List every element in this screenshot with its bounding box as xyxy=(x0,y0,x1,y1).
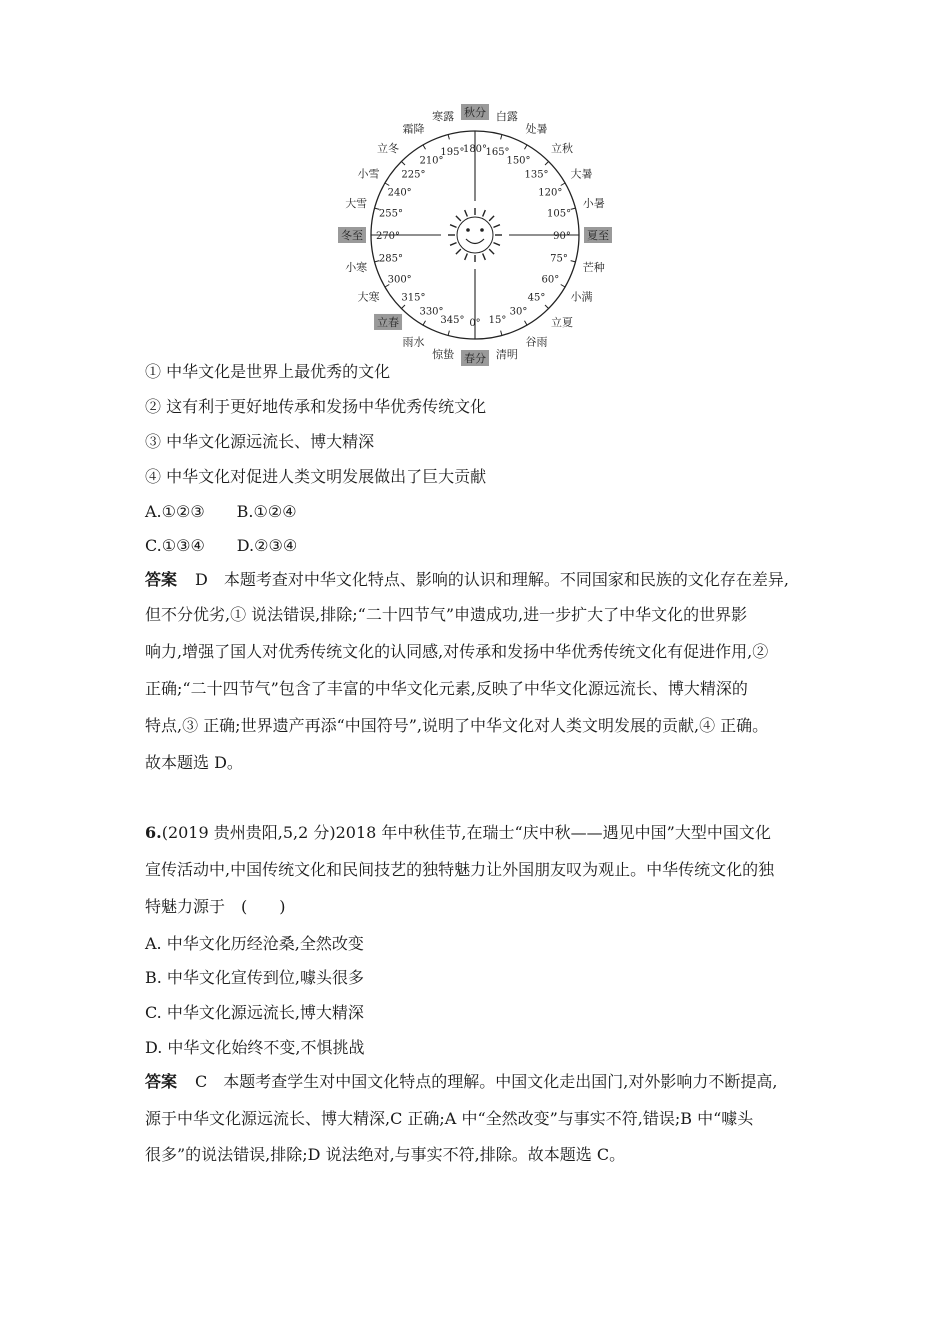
q5-answer-line-6: 故本题选 D。 xyxy=(145,753,243,772)
solar-term-label: 立秋 xyxy=(550,142,573,156)
degree-label: 210° xyxy=(419,155,444,167)
answer-label: 答案 xyxy=(145,570,178,589)
q6-option-b: B. 中华文化宣传到位,噱头很多 xyxy=(145,968,365,987)
sun-ray xyxy=(489,216,494,221)
q6-option-d: D. 中华文化始终不变,不惧挑战 xyxy=(145,1038,365,1057)
degree-label: 105° xyxy=(546,208,572,220)
solar-term-label: 芒种 xyxy=(582,260,605,274)
q5-answer-line-1: 答案 D 本题考查对中华文化特点、影响的认识和理解。不同国家和民族的文化存在差异, xyxy=(145,570,789,589)
q5-option-3: ③ 中华文化源远流长、博大精深 xyxy=(145,432,375,451)
tick-mark xyxy=(385,183,389,186)
solar-term-label: 惊蛰 xyxy=(432,347,455,361)
tick-mark xyxy=(501,135,502,140)
degree-label: 45° xyxy=(527,292,546,304)
degree-label: 15° xyxy=(488,315,507,327)
degree-label: 315° xyxy=(401,292,426,304)
sun-ray xyxy=(456,216,461,221)
q5-option-4: ④ 中华文化对促进人类文明发展做出了巨大贡献 xyxy=(145,467,487,486)
degree-label: 90° xyxy=(553,231,571,242)
solar-term-label: 秋分 xyxy=(464,106,486,119)
tick-mark xyxy=(501,331,502,336)
solar-term-label: 大暑 xyxy=(570,167,593,181)
tick-mark xyxy=(561,285,565,288)
tick-mark xyxy=(571,261,576,262)
q5-option-2: ② 这有利于更好地传承和发扬中华优秀传统文化 xyxy=(145,397,487,416)
sun-ray xyxy=(450,225,456,228)
tick-mark xyxy=(401,305,405,309)
sun-ray xyxy=(465,210,468,216)
tick-mark xyxy=(571,208,576,209)
degree-label: 330° xyxy=(419,306,444,318)
solar-term-label: 小暑 xyxy=(582,197,605,211)
solar-term-label: 冬至 xyxy=(341,229,363,242)
sun-ray xyxy=(493,243,499,246)
q6-option-a: A. 中华文化历经沧桑,全然改变 xyxy=(145,934,364,953)
solar-terms-diagram xyxy=(320,106,640,365)
q5-answer-line-3: 响力,增强了国人对优秀传统文化的认同感,对传承和发扬中华优秀传统文化有促进作用,② xyxy=(145,642,769,661)
q5-answer-line-5: 特点,③ 正确;世界遗产再添“中国符号”,说明了中华文化对人类文明发展的贡献,④ 正确。 xyxy=(145,716,769,735)
tick-mark xyxy=(401,161,405,165)
solar-term-label: 雨水 xyxy=(402,335,425,349)
q6-answer-line-1: 答案 C 本题考查学生对中国文化特点的理解。中国文化走出国门,对外影响力不断提高, xyxy=(145,1072,778,1091)
degree-label: 285° xyxy=(378,253,404,265)
degree-label: 195° xyxy=(440,146,465,158)
tick-mark xyxy=(545,305,549,309)
sun-ray xyxy=(489,249,494,254)
sun-ray xyxy=(456,249,461,254)
solar-term-label: 大雪 xyxy=(345,197,368,211)
q5-answer-line-4: 正确;“二十四节气”包含了丰富的中华文化元素,反映了中华文化源远流长、博大精深的 xyxy=(145,679,748,698)
degree-label: 120° xyxy=(538,187,563,199)
q5-choice-cd: C.①③④ D.②③④ xyxy=(145,536,298,555)
degree-label: 255° xyxy=(378,208,404,220)
tick-mark xyxy=(561,183,565,186)
degree-label: 240° xyxy=(387,187,412,199)
question-number: 6. xyxy=(145,823,162,842)
sun-ray xyxy=(493,225,499,228)
solar-term-label: 春分 xyxy=(464,352,486,365)
tick-mark xyxy=(545,161,549,165)
solar-term-label: 霜降 xyxy=(402,122,425,136)
degree-label: 345° xyxy=(440,315,465,327)
solar-term-label: 立春 xyxy=(377,315,400,329)
degree-label: 165° xyxy=(485,146,510,158)
q5-option-1: ① 中华文化是世界上最优秀的文化 xyxy=(145,362,391,381)
q6-option-c: C. 中华文化源远流长,博大精深 xyxy=(145,1003,364,1022)
degree-label: 270° xyxy=(375,231,401,242)
q5-answer-line-2: 但不分优劣,① 说法错误,排除;“二十四节气”申遗成功,进一步扩大了中华文化的世界影 xyxy=(145,605,748,624)
tick-mark xyxy=(423,321,426,325)
solar-term-label: 谷雨 xyxy=(525,335,548,349)
solar-term-label: 立夏 xyxy=(550,315,573,329)
degree-label: 0° xyxy=(469,318,481,329)
solar-term-label: 夏至 xyxy=(587,229,609,242)
degree-label: 30° xyxy=(509,306,528,318)
q6-answer-line-3: 很多”的说法错误,排除;D 说法绝对,与事实不符,排除。故本题选 C。 xyxy=(145,1145,626,1164)
degree-label: 180° xyxy=(462,144,488,155)
tick-mark xyxy=(448,135,449,140)
degree-label: 60° xyxy=(541,274,560,286)
sun-icon xyxy=(448,208,502,262)
tick-mark xyxy=(525,321,528,325)
degree-label: 300° xyxy=(387,274,412,286)
solar-term-label: 大寒 xyxy=(357,290,380,304)
q6-stem-line-2: 宣传活动中,中国传统文化和民间技艺的独特魅力让外国朋友叹为观止。中华传统文化的独 xyxy=(145,860,775,879)
tick-mark xyxy=(525,145,528,149)
solar-term-label: 处暑 xyxy=(525,122,548,136)
solar-term-label: 小满 xyxy=(570,290,593,304)
sun-ray xyxy=(483,253,486,259)
solar-term-label: 白露 xyxy=(495,110,518,124)
solar-term-label: 寒露 xyxy=(432,110,455,124)
q6-stem-line-1: 6.(2019 贵州贵阳,5,2 分)2018 年中秋佳节,在瑞士“庆中秋——遇见中国”大型中国文化 xyxy=(145,823,771,842)
sun-ray xyxy=(483,210,486,216)
q5-choice-ab: A.①②③ B.①②④ xyxy=(145,502,297,521)
sun-ray xyxy=(450,243,456,246)
solar-term-label: 立冬 xyxy=(377,142,400,156)
sun-ray xyxy=(465,253,468,259)
answer-label: 答案 xyxy=(145,1072,178,1091)
q6-answer-line-2: 源于中华文化源远流长、博大精深,C 正确;A 中“全然改变”与事实不符,错误;B 中“噱头 xyxy=(145,1109,754,1128)
solar-term-label: 小雪 xyxy=(357,167,380,181)
solar-term-label: 小寒 xyxy=(345,260,368,274)
degree-label: 150° xyxy=(506,155,531,167)
degree-label: 75° xyxy=(550,253,568,265)
tick-mark xyxy=(423,145,426,149)
degree-label: 225° xyxy=(401,169,426,181)
tick-mark xyxy=(448,331,449,336)
q6-stem-line-3: 特魅力源于 ( ) xyxy=(145,897,286,916)
solar-term-label: 清明 xyxy=(495,347,518,361)
degree-label: 135° xyxy=(524,169,549,181)
